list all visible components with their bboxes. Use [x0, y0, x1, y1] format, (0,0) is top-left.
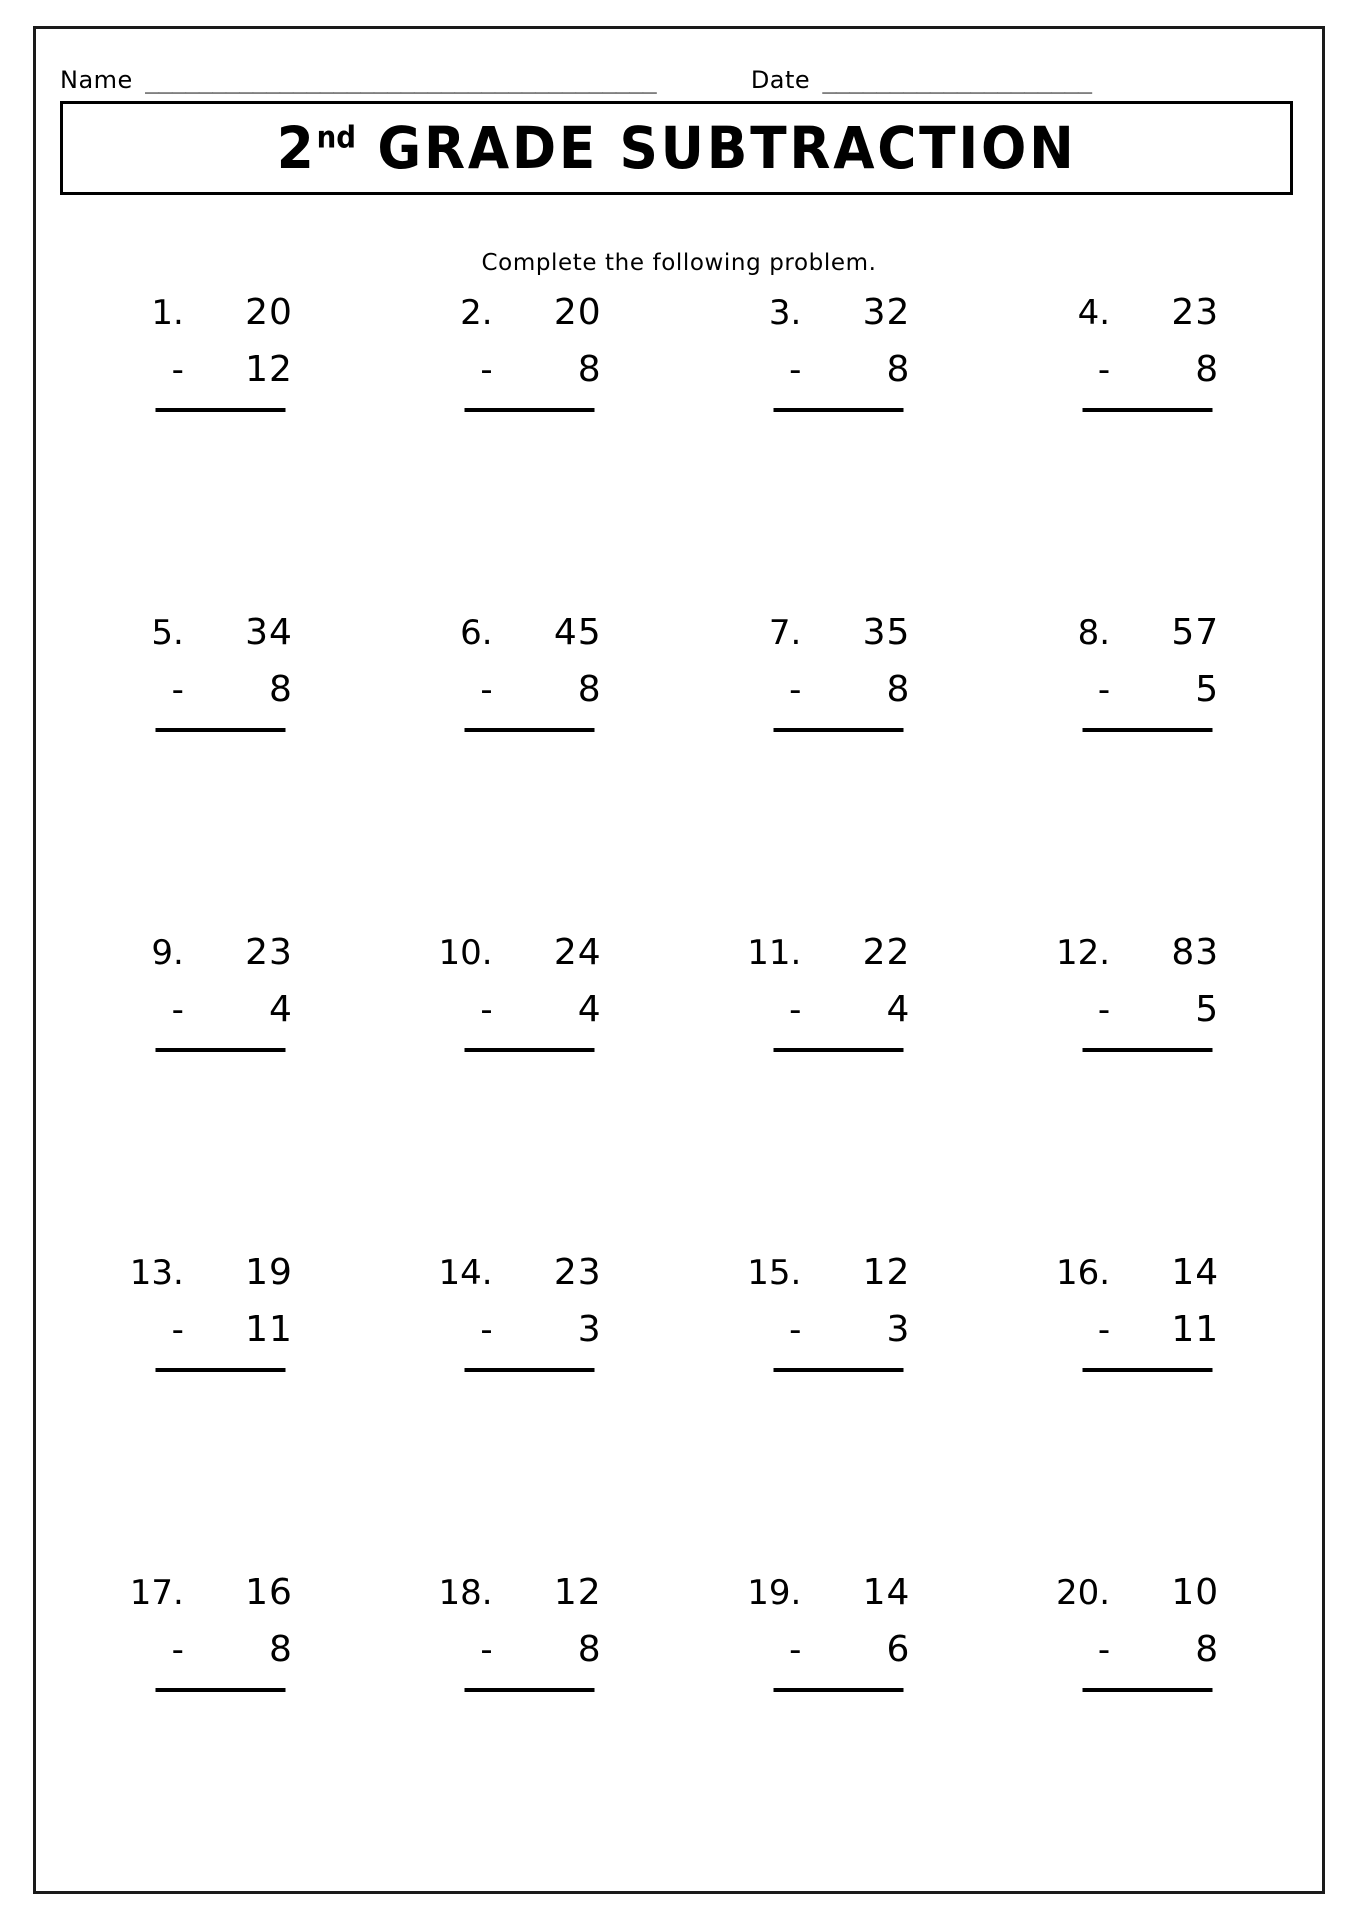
subtrahend: 5: [1195, 989, 1220, 1030]
operator-sign: -: [171, 670, 184, 710]
subtrahend: 4: [886, 989, 911, 1030]
problem-number: 17.: [129, 1573, 184, 1613]
problem-number: 14.: [438, 1253, 493, 1293]
answer-space[interactable]: [1048, 412, 1233, 562]
subtrahend: 8: [1195, 1629, 1220, 1670]
problem-item: [60, 932, 369, 1255]
answer-space[interactable]: [739, 412, 924, 562]
minuend: 45: [553, 612, 602, 653]
title-grade-number: 2: [276, 114, 317, 182]
operator-sign: -: [480, 1310, 493, 1350]
name-date-row: [60, 52, 1300, 94]
operator-sign: -: [1097, 1310, 1111, 1350]
subtrahend: 6: [886, 1629, 911, 1670]
subtrahend: 8: [577, 1629, 602, 1670]
minuend: 14: [1171, 1252, 1220, 1293]
problem-number: 8.: [1077, 613, 1111, 653]
subtrahend: 11: [1171, 1309, 1220, 1350]
operator-sign: -: [171, 350, 184, 390]
minuend: 24: [553, 932, 602, 973]
operator-sign: -: [171, 990, 184, 1030]
title-rest: GRADE SUBTRACTION: [355, 114, 1077, 182]
answer-space[interactable]: [431, 1372, 616, 1522]
subtrahend: 8: [577, 349, 602, 390]
minuend: 23: [1171, 292, 1220, 333]
problem-number: 19.: [747, 1573, 802, 1613]
subtrahend: 5: [1195, 669, 1220, 710]
problem-number: 9.: [151, 933, 184, 973]
minuend: 20: [245, 292, 293, 333]
subtrahend: 11: [245, 1309, 293, 1350]
answer-space[interactable]: [122, 732, 307, 882]
minuend: 12: [553, 1572, 602, 1613]
answer-space[interactable]: [739, 1052, 924, 1202]
operator-sign: -: [480, 350, 493, 390]
subtrahend: 8: [886, 349, 911, 390]
subtrahend: 8: [268, 1629, 293, 1670]
minuend: 16: [245, 1572, 293, 1613]
problem-item: [369, 292, 678, 615]
minuend: 34: [245, 612, 293, 653]
problem-number: 16.: [1056, 1253, 1111, 1293]
problem-number: 2.: [460, 293, 493, 333]
problem-number: 10.: [438, 933, 493, 973]
problem-number: 12.: [1056, 933, 1111, 973]
problem-item: [678, 1572, 987, 1895]
name-label: Name: [60, 66, 133, 94]
minuend: 23: [553, 1252, 602, 1293]
operator-sign: -: [789, 350, 802, 390]
problem-item: [60, 1252, 369, 1575]
minuend: 23: [245, 932, 293, 973]
problem-number: 3.: [768, 293, 802, 333]
problem-number: 20.: [1056, 1573, 1111, 1613]
page-title: [276, 114, 1077, 182]
title-ordinal-suffix: nd: [316, 120, 356, 156]
answer-space[interactable]: [739, 732, 924, 882]
answer-space[interactable]: [122, 1372, 307, 1522]
subtrahend: 8: [577, 669, 602, 710]
problem-item: [369, 612, 678, 935]
operator-sign: -: [480, 670, 493, 710]
problem-item: [678, 932, 987, 1255]
problem-item: [369, 1572, 678, 1895]
title-banner: [60, 101, 1293, 195]
minuend: 35: [862, 612, 911, 653]
operator-sign: -: [1097, 670, 1111, 710]
operator-sign: -: [171, 1630, 184, 1670]
subtrahend: 8: [1195, 349, 1220, 390]
answer-space[interactable]: [122, 1052, 307, 1202]
problem-number: 5.: [151, 613, 184, 653]
operator-sign: -: [480, 990, 493, 1030]
operator-sign: -: [789, 670, 802, 710]
problem-item: [986, 1252, 1295, 1575]
problem-item: [60, 612, 369, 935]
problem-item: [369, 1252, 678, 1575]
answer-space[interactable]: [1048, 1052, 1233, 1202]
operator-sign: -: [789, 990, 802, 1030]
problem-item: [369, 932, 678, 1255]
answer-space[interactable]: [739, 1372, 924, 1522]
problem-item: [678, 612, 987, 935]
operator-sign: -: [171, 1310, 184, 1350]
subtrahend: 12: [245, 349, 293, 390]
problem-item: [60, 1572, 369, 1895]
problem-number: 4.: [1077, 293, 1111, 333]
problem-grid: [60, 292, 1295, 1895]
problem-number: 6.: [460, 613, 493, 653]
problem-item: [60, 292, 369, 615]
minuend: 10: [1171, 1572, 1220, 1613]
minuend: 14: [862, 1572, 911, 1613]
problem-number: 1.: [151, 293, 184, 333]
problem-item: [678, 292, 987, 615]
instruction-text: Complete the following problem.: [481, 250, 877, 276]
answer-space[interactable]: [122, 1692, 307, 1842]
operator-sign: -: [1097, 350, 1111, 390]
problem-item: [986, 292, 1295, 615]
problem-number: 13.: [129, 1253, 184, 1293]
problem-item: [986, 1572, 1295, 1895]
answer-space[interactable]: [431, 1052, 616, 1202]
operator-sign: -: [1097, 990, 1111, 1030]
problem-number: 7.: [768, 613, 802, 653]
subtrahend: 4: [268, 989, 293, 1030]
operator-sign: -: [1097, 1630, 1111, 1670]
problem-item: [986, 932, 1295, 1255]
problem-item: [678, 1252, 987, 1575]
answer-space[interactable]: [431, 732, 616, 882]
minuend: 83: [1171, 932, 1220, 973]
minuend: 19: [245, 1252, 293, 1293]
answer-space[interactable]: [1048, 732, 1233, 882]
answer-space[interactable]: [122, 412, 307, 562]
name-write-line[interactable]: ______________________________________: [144, 68, 656, 94]
answer-space[interactable]: [1048, 1372, 1233, 1522]
problem-number: 15.: [747, 1253, 802, 1293]
operator-sign: -: [480, 1630, 493, 1670]
subtrahend: 4: [577, 989, 602, 1030]
date-label: Date: [750, 66, 811, 94]
answer-space[interactable]: [739, 1692, 924, 1842]
minuend: 22: [862, 932, 911, 973]
problem-number: 18.: [438, 1573, 493, 1613]
problem-item: [986, 612, 1295, 935]
minuend: 20: [553, 292, 602, 333]
minuend: 32: [862, 292, 911, 333]
subtrahend: 3: [886, 1309, 911, 1350]
subtrahend: 8: [268, 669, 293, 710]
answer-space[interactable]: [1048, 1692, 1233, 1842]
operator-sign: -: [789, 1630, 802, 1670]
date-write-line[interactable]: ____________________: [822, 68, 1092, 94]
subtrahend: 3: [577, 1309, 602, 1350]
problem-number: 11.: [747, 933, 802, 973]
subtrahend: 8: [886, 669, 911, 710]
minuend: 12: [862, 1252, 911, 1293]
operator-sign: -: [789, 1310, 802, 1350]
answer-space[interactable]: [431, 412, 616, 562]
answer-space[interactable]: [431, 1692, 616, 1842]
minuend: 57: [1171, 612, 1220, 653]
